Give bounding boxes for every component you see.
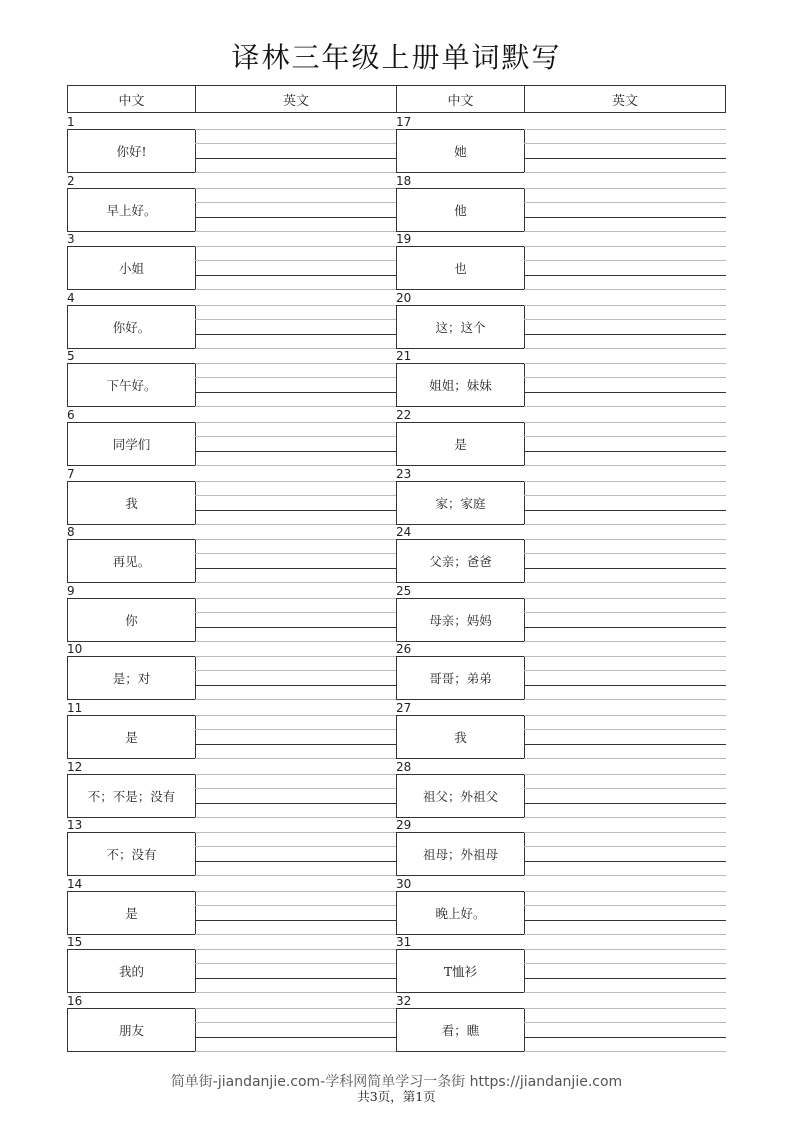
chinese-word-cell: 家；家庭 <box>396 481 525 525</box>
word-entry <box>396 408 726 467</box>
word-entry <box>67 760 397 819</box>
writing-line <box>195 891 396 892</box>
writing-line <box>195 612 396 613</box>
word-entry <box>396 642 726 701</box>
writing-line <box>524 949 726 950</box>
writing-line <box>524 685 726 686</box>
writing-line <box>524 729 726 730</box>
writing-line <box>195 143 396 144</box>
writing-line <box>524 436 726 437</box>
word-entry <box>67 232 397 291</box>
entry-number: 13 <box>67 818 83 833</box>
writing-line <box>524 319 726 320</box>
entry-number: 15 <box>67 935 83 950</box>
english-writing-lines[interactable] <box>195 246 396 290</box>
entry-number: 4 <box>67 290 75 305</box>
writing-line <box>524 510 726 511</box>
english-writing-lines[interactable] <box>195 1008 396 1052</box>
word-entry <box>396 818 726 877</box>
writing-line <box>195 334 396 335</box>
word-entry <box>67 584 397 643</box>
entry-number: 21 <box>396 349 412 364</box>
writing-line <box>195 158 396 159</box>
entry-number: 14 <box>67 876 83 891</box>
chinese-word-cell: 晚上好。 <box>396 891 525 935</box>
writing-line <box>195 627 396 628</box>
writing-line <box>195 715 396 716</box>
writing-line <box>195 729 396 730</box>
writing-line <box>524 656 726 657</box>
word-entry <box>67 525 397 584</box>
writing-line <box>195 1037 396 1038</box>
english-writing-lines[interactable] <box>524 891 726 935</box>
writing-line <box>524 963 726 964</box>
word-entry <box>396 935 726 994</box>
writing-line <box>195 744 396 745</box>
writing-line <box>524 363 726 364</box>
writing-line <box>195 451 396 452</box>
english-writing-lines[interactable] <box>195 305 396 349</box>
writing-line <box>524 334 726 335</box>
english-writing-lines[interactable] <box>195 363 396 407</box>
chinese-word-cell: 再见。 <box>67 539 196 583</box>
english-writing-lines[interactable] <box>195 656 396 700</box>
chinese-word-cell: 也 <box>396 246 525 290</box>
writing-line <box>524 1051 726 1052</box>
writing-line <box>195 861 396 862</box>
chinese-word-cell: 不；不是；没有 <box>67 774 196 818</box>
english-writing-lines[interactable] <box>524 1008 726 1052</box>
word-entry <box>67 877 397 936</box>
writing-line <box>195 246 396 247</box>
writing-line <box>524 1037 726 1038</box>
word-entry <box>67 994 397 1053</box>
english-writing-lines[interactable] <box>195 832 396 876</box>
writing-line <box>195 774 396 775</box>
word-entry <box>67 174 397 233</box>
entry-number: 1 <box>67 115 75 129</box>
chinese-word-cell: 是 <box>396 422 525 466</box>
chinese-word-cell: 哥哥；弟弟 <box>396 656 525 700</box>
writing-line <box>195 422 396 423</box>
writing-line <box>524 627 726 628</box>
writing-line <box>524 670 726 671</box>
writing-line <box>524 188 726 189</box>
chinese-word-cell: 朋友 <box>67 1008 196 1052</box>
word-entry <box>67 818 397 877</box>
writing-line <box>524 846 726 847</box>
english-writing-lines[interactable] <box>195 715 396 759</box>
writing-line <box>195 217 396 218</box>
word-entry <box>396 232 726 291</box>
chinese-word-cell: 她 <box>396 129 525 173</box>
writing-line <box>195 129 396 130</box>
english-writing-lines[interactable] <box>195 539 396 583</box>
writing-line <box>195 319 396 320</box>
entry-number: 9 <box>67 583 75 598</box>
entry-number: 26 <box>396 642 412 657</box>
entry-number: 20 <box>396 290 412 305</box>
english-writing-lines[interactable] <box>524 129 726 173</box>
writing-line <box>524 891 726 892</box>
entry-number: 5 <box>67 349 75 364</box>
writing-line <box>524 861 726 862</box>
writing-line <box>195 978 396 979</box>
chinese-word-cell: 小姐 <box>67 246 196 290</box>
entry-number: 12 <box>67 759 83 774</box>
word-entry <box>67 291 397 350</box>
english-writing-lines[interactable] <box>524 949 726 993</box>
page-title: 译林三年级上册单词默写 <box>231 41 562 74</box>
writing-line <box>195 656 396 657</box>
writing-line <box>524 143 726 144</box>
writing-line <box>195 920 396 921</box>
english-writing-lines[interactable] <box>195 774 396 818</box>
writing-line <box>524 246 726 247</box>
entry-number: 10 <box>67 642 83 657</box>
chinese-word-cell: 这；这个 <box>396 305 525 349</box>
entry-number: 27 <box>396 700 412 715</box>
writing-line <box>195 260 396 261</box>
english-writing-lines[interactable] <box>195 129 396 173</box>
word-entry <box>396 467 726 526</box>
chinese-word-cell: 姐姐；妹妹 <box>396 363 525 407</box>
writing-line <box>524 1008 726 1009</box>
english-writing-lines[interactable] <box>524 481 726 525</box>
writing-line <box>524 451 726 452</box>
chinese-word-cell: 下午好。 <box>67 363 196 407</box>
word-entry <box>396 174 726 233</box>
writing-line <box>195 377 396 378</box>
chinese-word-cell: 我的 <box>67 949 196 993</box>
chinese-word-cell: 早上好。 <box>67 188 196 232</box>
writing-line <box>195 598 396 599</box>
writing-line <box>524 539 726 540</box>
word-entry <box>396 349 726 408</box>
entry-number: 17 <box>396 115 412 129</box>
english-writing-lines[interactable] <box>524 305 726 349</box>
chinese-word-cell: 祖母；外祖母 <box>396 832 525 876</box>
header-en-right: 英文 <box>611 93 638 109</box>
writing-line <box>524 377 726 378</box>
chinese-word-cell: 同学们 <box>67 422 196 466</box>
entry-number: 11 <box>67 700 83 715</box>
chinese-word-cell: 是 <box>67 715 196 759</box>
entry-number: 28 <box>396 759 412 774</box>
writing-line <box>195 568 396 569</box>
english-writing-lines[interactable] <box>524 774 726 818</box>
entry-number: 3 <box>67 232 75 247</box>
entry-number: 18 <box>396 173 412 188</box>
word-entry <box>67 935 397 994</box>
english-writing-lines[interactable] <box>524 539 726 583</box>
chinese-word-cell: T恤衫 <box>396 949 525 993</box>
writing-line <box>524 905 726 906</box>
writing-line <box>195 481 396 482</box>
writing-line <box>524 920 726 921</box>
writing-line <box>195 685 396 686</box>
writing-line <box>195 275 396 276</box>
writing-line <box>524 978 726 979</box>
entry-number: 29 <box>396 818 412 833</box>
english-writing-lines[interactable] <box>195 949 396 993</box>
entry-number: 30 <box>396 876 412 891</box>
word-entry <box>67 349 397 408</box>
english-writing-lines[interactable] <box>524 832 726 876</box>
word-entry <box>67 701 397 760</box>
writing-line <box>524 774 726 775</box>
entry-number: 2 <box>67 173 75 188</box>
writing-line <box>524 129 726 130</box>
word-entry <box>67 408 397 467</box>
writing-line <box>524 495 726 496</box>
word-entry <box>396 584 726 643</box>
chinese-word-cell: 我 <box>67 481 196 525</box>
english-writing-lines[interactable] <box>195 422 396 466</box>
chinese-word-cell: 你好! <box>67 129 196 173</box>
chinese-word-cell: 母亲；妈妈 <box>396 598 525 642</box>
word-entry <box>396 525 726 584</box>
chinese-word-cell: 我 <box>396 715 525 759</box>
writing-line <box>524 744 726 745</box>
right-column <box>396 115 726 1053</box>
writing-line <box>524 1022 726 1023</box>
writing-line <box>195 436 396 437</box>
english-writing-lines[interactable] <box>195 598 396 642</box>
english-writing-lines[interactable] <box>524 715 726 759</box>
word-entry <box>67 115 397 174</box>
writing-line <box>524 392 726 393</box>
table-header <box>67 85 726 113</box>
chinese-word-cell: 父亲；爸爸 <box>396 539 525 583</box>
writing-line <box>195 832 396 833</box>
writing-line <box>195 510 396 511</box>
word-entry <box>396 877 726 936</box>
chinese-word-cell: 祖父；外祖父 <box>396 774 525 818</box>
writing-line <box>195 963 396 964</box>
writing-line <box>195 788 396 789</box>
writing-line <box>195 1051 396 1052</box>
chinese-word-cell: 是 <box>67 891 196 935</box>
writing-line <box>524 305 726 306</box>
writing-line <box>524 803 726 804</box>
entry-number: 32 <box>396 993 412 1008</box>
writing-line <box>195 363 396 364</box>
word-entry <box>396 994 726 1053</box>
entry-number: 24 <box>396 525 412 540</box>
header-cn-right: 中文 <box>397 86 525 112</box>
word-entry <box>396 760 726 819</box>
writing-line <box>195 305 396 306</box>
chinese-word-cell: 你好。 <box>67 305 196 349</box>
writing-line <box>524 260 726 261</box>
word-entry <box>396 701 726 760</box>
word-entry <box>396 291 726 350</box>
english-writing-lines[interactable] <box>524 246 726 290</box>
chinese-word-cell: 你 <box>67 598 196 642</box>
english-writing-lines[interactable] <box>195 891 396 935</box>
chinese-word-cell: 是；对 <box>67 656 196 700</box>
writing-line <box>524 202 726 203</box>
writing-line <box>524 481 726 482</box>
writing-line <box>524 598 726 599</box>
entry-number: 23 <box>396 466 412 481</box>
writing-line <box>195 670 396 671</box>
writing-line <box>524 715 726 716</box>
writing-line <box>195 1022 396 1023</box>
writing-line <box>524 832 726 833</box>
writing-line <box>195 949 396 950</box>
writing-line <box>524 612 726 613</box>
english-writing-lines[interactable] <box>195 481 396 525</box>
writing-line <box>524 788 726 789</box>
writing-line <box>524 275 726 276</box>
entry-number: 22 <box>396 407 412 422</box>
writing-line <box>524 422 726 423</box>
chinese-word-cell: 他 <box>396 188 525 232</box>
footer-page-number: 共3页，第1页 <box>357 1089 436 1104</box>
writing-line <box>195 803 396 804</box>
entry-number: 6 <box>67 407 75 422</box>
writing-line <box>195 553 396 554</box>
writing-line <box>195 202 396 203</box>
header-cn-left: 中文 <box>68 86 196 112</box>
entry-number: 7 <box>67 466 75 481</box>
chinese-word-cell: 看；瞧 <box>396 1008 525 1052</box>
writing-line <box>195 846 396 847</box>
writing-line <box>524 158 726 159</box>
header-en-left: 英文 <box>196 86 397 112</box>
english-writing-lines[interactable] <box>524 363 726 407</box>
writing-line <box>195 392 396 393</box>
english-writing-lines[interactable] <box>524 422 726 466</box>
entry-number: 8 <box>67 525 75 540</box>
left-column <box>67 115 397 1053</box>
writing-line <box>195 188 396 189</box>
word-entry <box>396 115 726 174</box>
writing-line <box>195 905 396 906</box>
writing-line <box>195 495 396 496</box>
english-writing-lines[interactable] <box>524 598 726 642</box>
word-entry <box>67 642 397 701</box>
entry-number: 25 <box>396 583 412 598</box>
writing-line <box>195 539 396 540</box>
footer-source: 简单街-jiandanjie.com-学科网简单学习一条街 https://jiandanjie.com <box>170 1074 623 1090</box>
writing-line <box>524 217 726 218</box>
english-writing-lines[interactable] <box>524 656 726 700</box>
entry-number: 31 <box>396 935 412 950</box>
english-writing-lines[interactable] <box>524 188 726 232</box>
word-entry <box>67 467 397 526</box>
chinese-word-cell: 不；没有 <box>67 832 196 876</box>
english-writing-lines[interactable] <box>195 188 396 232</box>
entry-number: 16 <box>67 993 83 1008</box>
writing-line <box>524 553 726 554</box>
writing-line <box>524 568 726 569</box>
writing-line <box>195 1008 396 1009</box>
entry-number: 19 <box>396 232 412 247</box>
